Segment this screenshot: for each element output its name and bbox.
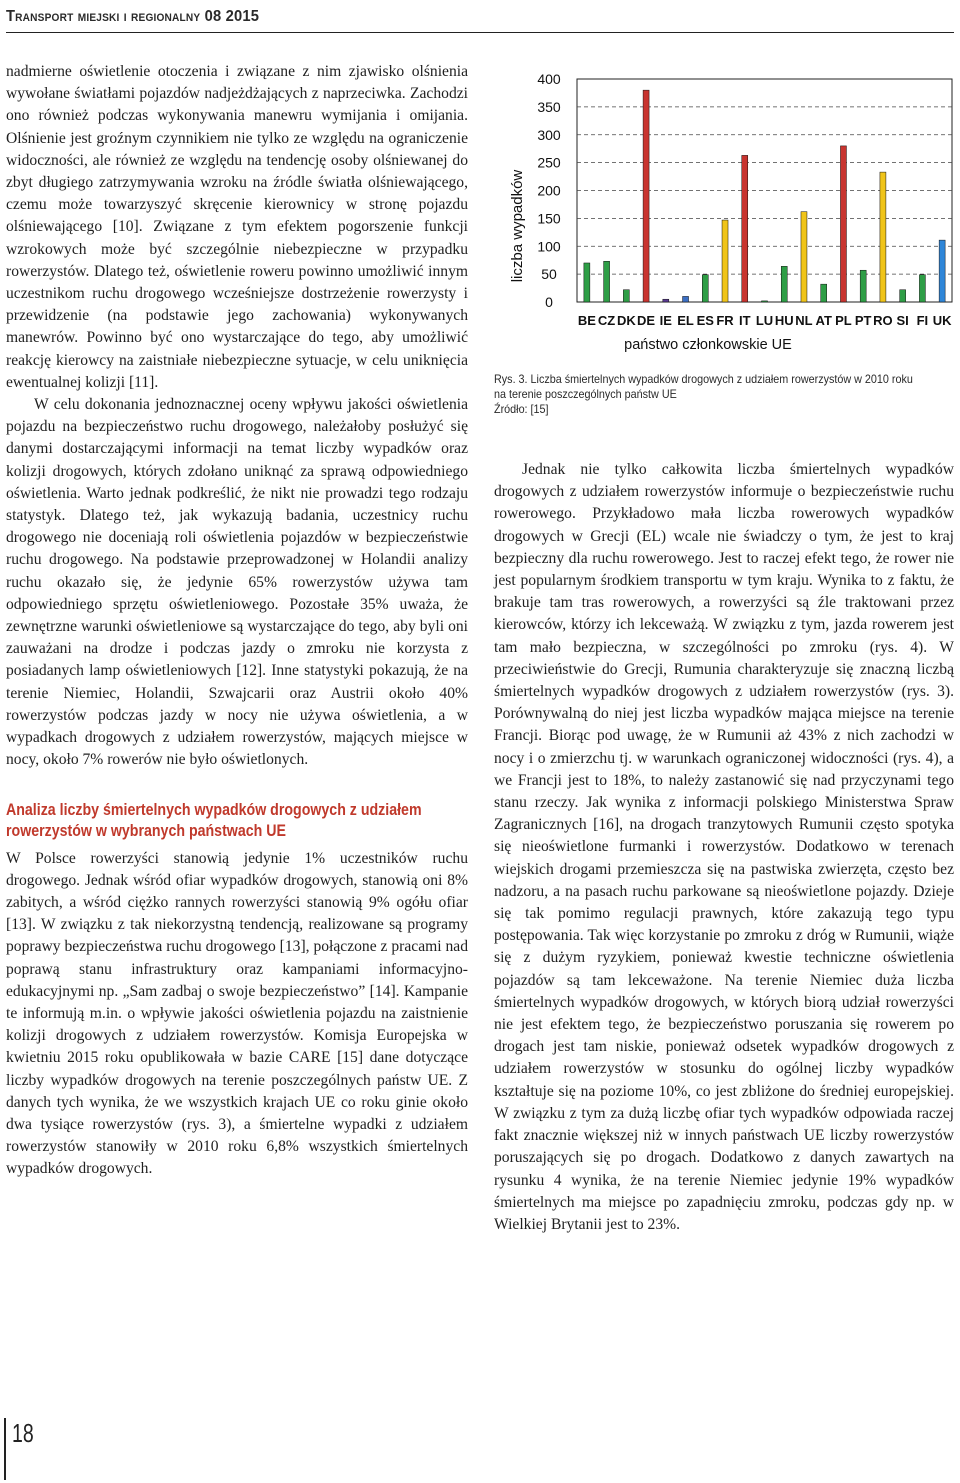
- chart-x-tick-label: ES: [696, 313, 714, 328]
- chart-bar-at: [821, 284, 827, 302]
- page-number-rule: [4, 1418, 6, 1480]
- caption-source: Źródło: [15]: [494, 403, 549, 416]
- chart-x-tick-label: BE: [577, 313, 596, 328]
- chart-bar-fi: [919, 275, 925, 302]
- chart-x-tick-label: AT: [815, 313, 832, 328]
- chart-x-tick-label: DE: [637, 313, 656, 328]
- chart-x-tick-label: PL: [835, 313, 852, 328]
- chart-bar-uk: [939, 240, 945, 302]
- caption-text: Rys. 3. Liczba śmiertelnych wypadków drogowych z udziałem rowerzystów w 2010 roku na terenie poszczególnych państw UE: [494, 373, 913, 401]
- chart-x-tick-label: PT: [854, 313, 872, 328]
- chart-x-tick-label: DK: [616, 313, 636, 328]
- chart-x-tick-label: FR: [716, 313, 734, 328]
- paragraph: W Polsce rowerzyści stanowią jedynie 1% uczestników ruchu drogowego. Jednak wśród ofiar wypadków drogowych, stanowią oni 8% zabitych, a wśród ciężko rannych rowerzyści stanowią 9% ogółu ofiar [13]. W związku z tak niekorzystną tendencją, realizowane są programy poprawy bezpieczeństwa ruchu drogowego [13], połączone z pracami nad poprawą stanu infrastruktury oraz kampaniami informacyjno-edukacyjnymi np. „Sam zadbaj o swoje bezpieczeństwo” [14]. Kampanie te informują m.in. o wpływie jakości oświetlenia pojazdu na zaistnienie kolizji drogowych z udziałem rowerzystów. Komisja Europejska w kwietniu 2015 roku opublikowała w bazie CARE [15] dane dotyczące liczby wypadków drogowych na terenie poszczególnych państw UE. Z danych tych wynika, że we wszystkich krajach UE co roku ginie około dwa tysiące rowerzystów (rys. 3), a śmiertelne wypadki z udziałem rowerzystów stanowiły w 2010 roku 6,8% wszystkich śmiertelnych wypadków drogowych.: [6, 849, 468, 1178]
- chart-x-tick-label: UK: [932, 313, 952, 328]
- chart-bar-cz: [604, 261, 610, 302]
- chart-bar-nl: [801, 212, 807, 302]
- figure-caption: [494, 372, 924, 417]
- section-heading: Analiza liczby śmiertelnych wypadków drogowych z udziałem rowerzystów w wybranych państwach UE: [6, 800, 422, 840]
- chart-bar-dk: [623, 290, 629, 302]
- chart-x-tick-label: FI: [916, 313, 929, 328]
- chart-bar-lu: [762, 301, 768, 302]
- paragraph: nadmierne oświetlenie otoczenia i związane z nim zjawisko olśnienia wywołane światłami pojazdów nadjeżdżających z naprzeciwka. Zachodzi ono również podczas wykonywania manewru wymijania i omijania. Olśnienie jest groźnym czynnikiem nie tylko ze względu na ograniczenie widoczności, ale również ze względu na tendencję osoby olśniewanej do zbyt długiego zatrzymywania wzroku na źródle światła olśniewającego, czemu może towarzyszyć skręcenie kierownicy w stronę pojazdu olśniewającego [10]. Związane z tym efektem pogorszenie funkcji wzrokowych może być szczególnie niebezpieczne w przypadku rowerzystów. Dlatego też, oświetlenie roweru powinno umożliwić innym uczestnikom ruchu drogowego wcześniejsze dostrzeżenie rowerzysty i przewidzenie (na podstawie jego zachowania) wykonywanych manewrów. Powinno być ono wystarczające do tego, aby umożliwić reakcję kierowcy na zaistniałe niebezpieczne sytuacje, w celu uniknięcia ewentualnej kolizji [11].: [6, 63, 468, 391]
- chart-y-tick-label: 100: [537, 238, 561, 255]
- chart-x-tick-label: SI: [896, 313, 909, 328]
- chart-x-tick-label: RO: [873, 313, 893, 328]
- chart-y-tick-label: 350: [537, 98, 561, 115]
- chart-x-tick-label: NL: [795, 313, 813, 328]
- chart-x-tick-label: EL: [677, 313, 694, 328]
- right-column: [494, 459, 954, 1236]
- chart-x-axis-label: państwo członkowskie UE: [624, 337, 792, 353]
- left-column: [6, 61, 468, 1181]
- chart-bar-de: [643, 90, 649, 302]
- chart-y-tick-label: 150: [537, 210, 561, 227]
- chart-bar-fr: [722, 220, 728, 302]
- paragraph: Jednak nie tylko całkowita liczba śmiertelnych wypadków drogowych z udziałem rowerzystów informuje o bezpieczeństwie ruchu rowerowego. Przykładowo mała liczba rowerowych wypadków drogowych w Grecji (EL) wcale nie świadczy o tym, że jest to kraj bezpieczny dla ruchu rowerowego. Jest to raczej efekt tego, że rower nie jest popularnym środkiem transportu w tym kraju. Wynika to z faktu, że brakuje tam tras rowerowych, a rowerzyści są źle traktowani przez kierowców, którzy ich lekceważą. W związku z tym, jazda rowerem jest tam mało bezpieczna, w szczególności po zmroku (rys. 4). W przeciwieństwie do Grecji, Rumunia charakteryzuje się znaczną liczbą śmiertelnych wypadków drogowych z udziałem rowerzystów (rys. 3). Porównywalną do niej jest liczba wypadków mająca miejsce na terenie Francji. Biorąc pod uwagę, że w Rumunii aż 43% z nich zachodzi w nocy i o zmierzchu tj. w warunkach ograniczonej widoczności (rys. 4), a we Francji jest to 18%, to należy zastanowić się nad przyczynami tego stanu rzeczy. Jak wynika z informacji polskiego Ministerstwa Spraw Zagranicznych [16], na drogach tranzytowych Rumunii często spotyka się nieoświetlone furmanki i rowerzystów. Dodatkowo w terenach wiejskich drogami przemieszcza się na pastwiska zwierzęta, często bez nadzoru, a na pasach ruchu parkowane są nieoświetlone pojazdy. Dzieje się tak pomimo regulacji prawnych, które zakazują tego typu postępowania. Tak więc korzystanie po zmroku z dróg w Rumunii, wiąże się z dużym ryzykiem, ponieważ kwestie techniczne oświetlenia pojazdów są tam lekceważone. Na terenie Niemiec duża liczba śmiertelnych wypadków drogowych, w których biorą udział rowerzyści nie jest efektem tego, że bezpieczeństwo poruszania się rowerem po drogach jest tam niskie, ponieważ odsetek wypadków drogowych z udziałem rowerzystów w stosunku do ogólnej liczby wypadków kształtuje się na poziome 10%, co jest zbliżone do średniej europejskiej. W związku z tym za dużą liczbę ofiar tych wypadków odpowiada raczej fakt znacznie większej niż w innych państwach UE liczby rowerzystów poruszających się po drogach. Dodatkowo z danych zawartych na rysunku 4 wynika, że na terenie Niemiec jedynie 19% wypadków śmiertelnych ma miejsce po zapadnięciu zmroku, podczas gdy np. w Wielkiej Brytanii jest to 23%.: [494, 461, 954, 1233]
- chart-y-axis-label: liczba wypadków: [509, 169, 526, 283]
- chart-y-tick-label: 400: [537, 71, 561, 87]
- chart-bar-si: [900, 290, 906, 302]
- chart-bar-ie: [663, 299, 669, 302]
- page-number: 18: [12, 1418, 34, 1448]
- chart-bar-hu: [781, 266, 787, 302]
- journal-title: Transport miejski i regionalny 08 2015: [6, 8, 260, 25]
- chart-bar-es: [702, 275, 708, 302]
- chart-y-tick-label: 0: [545, 294, 553, 310]
- chart-bar-el: [683, 296, 689, 302]
- chart-bar-ro: [880, 172, 886, 302]
- figure-chart: [494, 66, 956, 362]
- running-header: [6, 4, 954, 33]
- bar-chart: [494, 66, 956, 362]
- chart-bar-pl: [840, 146, 846, 302]
- paragraph: W celu dokonania jednoznacznej oceny wpływu jakości oświetlenia pojazdu na bezpieczeństwo ruchu drogowego, należałoby posłużyć się danymi dostarczającymi informacji na temat liczby wypadków oraz kolizji drogowych, których zdołano uniknąć za sprawą odpowiedniego oświetlenia. Warto jednak podkreślić, że nikt nie prowadzi tego rodzaju statystyk. Dlatego też, jak wykazują badania, uczestnicy ruchu drogowego nie doceniają roli oświetlenia pojazdów w bezpieczeństwie ruchu drogowego. Na podstawie przeprowadzonej w Holandii analizy ruchu okazało się, że jedynie 65% rowerzystów używa tam odpowiedniego sprzętu oświetleniowego. Pozostałe 35% uważa, że zewnętrzne warunki oświetleniowe są wystarczające do tego, aby byli oni zauważani na drodze i podczas jazdy o zmroku nie korzysta z posiadanych lamp oświetleniowych [12]. Inne statystyki pokazują, że na terenie Niemiec, Holandii, Szwajcarii oraz Austrii około 40% rowerzystów podczas jazdy w nocy nie używa oświetlenia, a w wypadkach drogowych z udziałem rowerzystów, mających miejsce w nocy, około 7% rowerów nie było oświetlonych.: [6, 396, 468, 769]
- chart-y-tick-labels: [537, 71, 561, 310]
- chart-y-tick-label: 300: [537, 126, 561, 143]
- chart-x-tick-label: IT: [738, 313, 751, 328]
- chart-x-tick-label: CZ: [597, 313, 616, 328]
- chart-bar-it: [742, 155, 748, 302]
- chart-y-tick-label: 50: [541, 266, 557, 283]
- chart-y-tick-label: 250: [537, 154, 561, 171]
- chart-x-tick-label: IE: [659, 313, 672, 328]
- chart-bar-be: [584, 263, 590, 302]
- chart-x-tick-label: HU: [774, 313, 794, 328]
- chart-bar-pt: [860, 270, 866, 302]
- chart-bars: [584, 90, 945, 302]
- chart-x-tick-label: LU: [755, 313, 774, 328]
- chart-grid: [577, 79, 952, 302]
- chart-y-tick-label: 200: [537, 182, 561, 199]
- chart-x-tick-labels: [578, 313, 952, 328]
